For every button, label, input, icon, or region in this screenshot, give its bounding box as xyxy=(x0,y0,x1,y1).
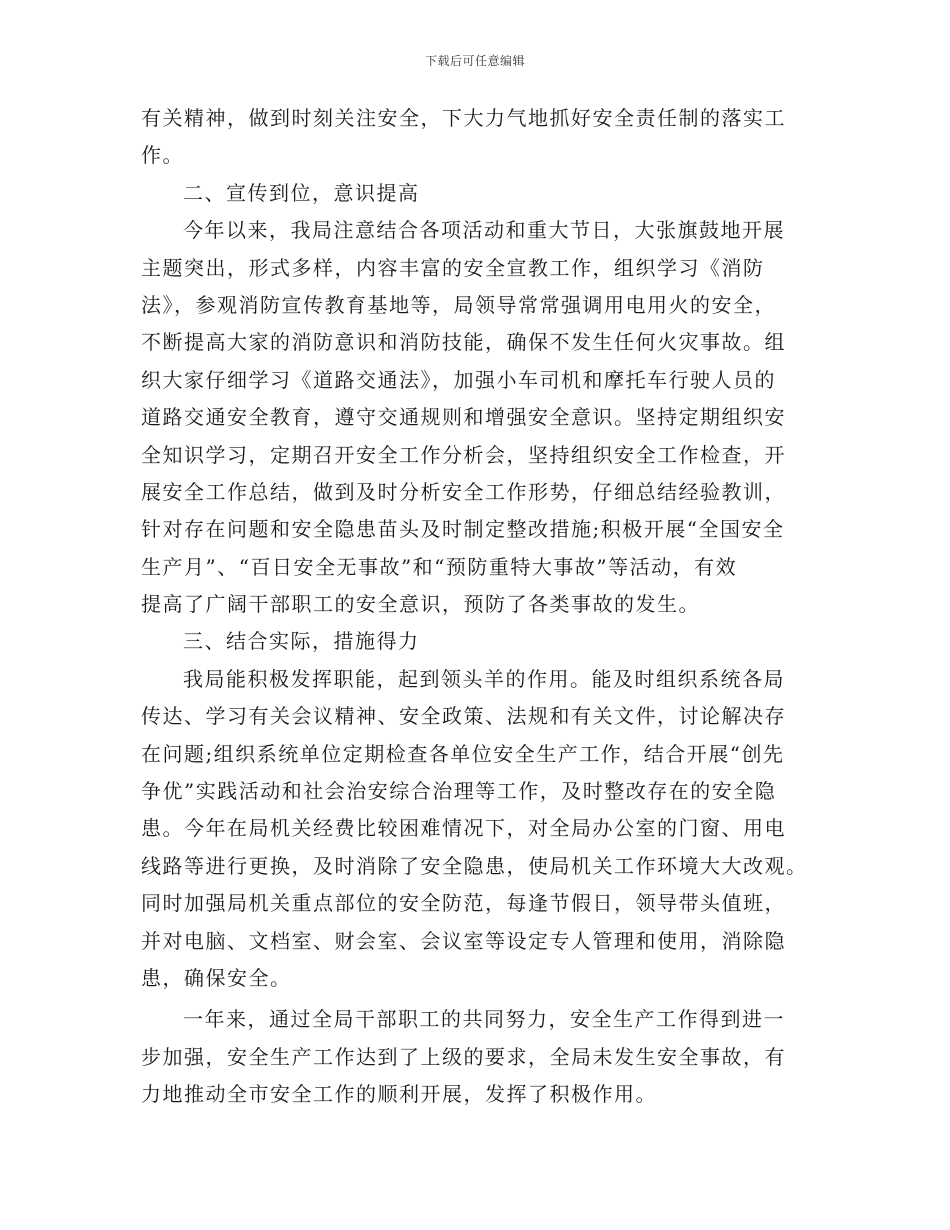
text-line: 同时加强局机关重点部位的安全防范，每逢节假日，领导带头值班， xyxy=(141,891,786,916)
page-header xyxy=(0,53,950,69)
text-line: 力地推动全市安全工作的顺利开展，发挥了积极作用。 xyxy=(141,1082,657,1107)
text-line: 针对存在问题和安全隐患苗头及时制定整改措施;积极开展“全国安全 xyxy=(141,517,785,542)
header-text: 下载后可任意编辑 xyxy=(424,54,525,68)
document-body xyxy=(141,100,809,1114)
text-line: 作。 xyxy=(141,143,184,168)
text-line: 全知识学习，定期召开安全工作分析会，坚持组织安全工作检查，开 xyxy=(141,442,786,467)
text-line: 主题突出，形式多样，内容丰富的安全宣教工作，组织学习《消防 xyxy=(141,255,765,280)
text-line: 在问题;组织系统单位定期检查各单位安全生产工作，结合开展“创先 xyxy=(141,741,785,766)
text-line: 提高了广阔干部职工的安全意识，预防了各类事故的发生。 xyxy=(141,592,700,617)
paragraph-first-line: 一年来，通过全局干部职工的共同努力，安全生产工作得到进一 xyxy=(183,1007,785,1032)
text-line: 患。今年在局机关经费比较困难情况下，对全局办公室的门窗、用电 xyxy=(141,816,786,841)
text-line: 织大家仔细学习《道路交通法》，加强小车司机和摩托车行驶人员的 xyxy=(141,367,776,392)
text-line: 道路交通安全教育，遵守交通规则和增强安全意识。坚持定期组织安 xyxy=(141,405,786,430)
text-line: 不断提高大家的消防意识和消防技能，确保不发生任何火灾事故。组 xyxy=(141,330,786,355)
text-line: 法》，参观消防宣传教育基地等，局领导常常强调用电用火的安全， xyxy=(141,292,776,317)
text-line: 生产月”、“百日安全无事故”和“预防重特大事故”等活动，有效 xyxy=(141,554,738,579)
text-line: 患，确保安全。 xyxy=(141,965,292,990)
paragraph-first-line: 今年以来，我局注意结合各项活动和重大节日，大张旗鼓地开展 xyxy=(183,218,785,243)
text-line: 展安全工作总结，做到及时分析安全工作形势，仔细总结经验教训， xyxy=(141,479,786,504)
paragraph-first-line: 二、宣传到位，意识提高 xyxy=(183,180,420,205)
paragraph-first-line: 我局能积极发挥职能，起到领头羊的作用。能及时组织系统各局 xyxy=(183,666,785,691)
paragraph-first-line: 三、结合实际，措施得力 xyxy=(183,629,420,654)
text-line: 并对电脑、文档室、财会室、会议室等设定专人管理和使用，消除隐 xyxy=(141,928,786,953)
text-line: 传达、学习有关会议精神、安全政策、法规和有关文件，讨论解决存 xyxy=(141,704,786,729)
text-line: 线路等进行更换，及时消除了安全隐患，使局机关工作环境大大改观。 xyxy=(141,853,808,878)
text-line: 有关精神，做到时刻关注安全，下大力气地抓好安全责任制的落实工 xyxy=(141,106,786,130)
text-line: 争优”实践活动和社会治安综合治理等工作，及时整改存在的安全隐 xyxy=(141,779,777,804)
text-line: 步加强，安全生产工作达到了上级的要求，全局未发生安全事故，有 xyxy=(141,1044,786,1069)
